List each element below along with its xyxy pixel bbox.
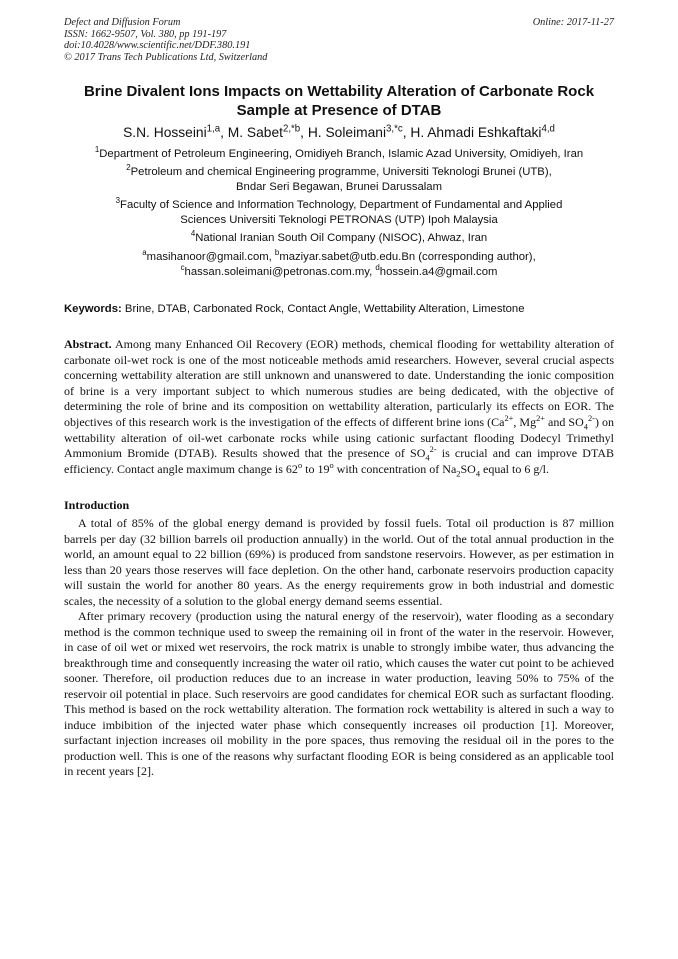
body-paragraph: After primary recovery (production using the natural energy of the reservoir), water flooding as a secondary method is the common technique used to sweep the remaining oil in front of the water in the reservoir. However, in case of oil wet or mixed wet reservoirs, the rock matrix is unable to strongly imbibe water, thus advancing the breakthrough time and consequently increasing the water oil ratio, which causes the water cut point to be achieved sooner. Therefore, oil production reduces due to an increase in water production, leaving 50% to 75% of the reservoir oil potential in place. Such reservoirs are good candidates for chemical EOR such as surfactant flooding. This method is based on the rock wettability alteration. The formation rock wettability is altered in such a way to induce imbibition of the injected water phase which consequently increases oil production [1]. Moreover, surfactant injection increases oil mobility in the pore spaces, thus removing the residual oil in the pores to the production well. This is one of the reasons why surfactant flooding EOR is being considered as an applicable tool in recent years [2]. (64, 609, 614, 779)
online-date: Online: 2017-11-27 (532, 17, 614, 28)
journal-name: Defect and Diffusion Forum (64, 17, 181, 28)
email-link[interactable]: maziyar.sabet@utb.edu.Bn (corresponding author), (279, 251, 536, 263)
page-header (64, 0, 614, 63)
author-name: S.N. Hosseini (123, 125, 207, 140)
author-list: S.N. Hosseini$^{1,a}$, M. Sabet$^{2,*b}$, H. Soleimani$^{3,*c}$, H. Ahmadi Eshkaftaki$^{4,d}$ (123, 123, 555, 140)
author-emails: $^a$masihanoor@gmail.com, $^b$maziyar.sabet@utb.edu.Bn (corresponding author), $^c$hassan.soleimani@petronas.com.my, $^d$hossein.a4@gmail.com (142, 248, 536, 278)
body-paragraph: A total of 85% of the global energy demand is provided by fossil fuels. Total oil production is 87 million barrels per day (32 billion barrels oil production annually) in the world. Out of the total annual production in the world, an amount equal to 22 billion (69%) is produced from sandstone reservoirs. However, as per estimation in less than 20 years those reserves will face depletion. On the other hand, carbonate reservoirs production capacity will sustain the world for another 80 years. As the energy requirements grow in both industrial and domestic scales, the necessity of a solution to the global energy demand seems essential. (64, 516, 614, 608)
email-link[interactable]: hassan.soleimani@petronas.com.my, (184, 266, 376, 278)
section-heading-introduction: Introduction (64, 498, 130, 513)
author-affil-mark: 3,*c (386, 123, 403, 135)
introduction-body (64, 516, 614, 780)
keywords (64, 302, 614, 317)
abstract-label: Abstract. (64, 337, 112, 351)
paper-title: Brine Divalent Ions Impacts on Wettability Alteration of Carbonate Rock Sample at Presence of DTAB (83, 83, 595, 119)
doi-line: doi:10.4028/www.scientific.net/DDF.380.191 (64, 40, 251, 52)
email-link[interactable]: masihanoor@gmail.com, (146, 251, 275, 263)
affiliations (64, 147, 614, 246)
author-affil-mark: 2,*b (282, 123, 301, 135)
abstract: Abstract. Among many Enhanced Oil Recovery (EOR) methods, chemical flooding for wettability alteration of carbonate oil-wet rock is one of the most noticeable methods amid researchers. However, several crucial aspects concerning wettability alteration are still unknown and unanswered to date. Understanding the ionic composition of brine is a very important subject to which numerous studies are being dedicated, with the objective of determining the role of brine and its composition on wettability alteration, particularly its effects on EOR. The objectives of this research work is the investigation of the effects of different brine ions ($Ca^{2+}$, $Mg^{2+}$ and $SO_4^{2-}$) on wettability alteration of oil-wet carbonate rocks while using cationic surfactant flooding Dodecyl Trimethyl Ammonium Bromide (DTAB). Results showed that the presence of $SO_4^{2-}$ is crucial and can improve DTAB efficiency. Contact angle maximum change is 62$^o$ to 19$^o$ with concentration of $Na_2SO_4$ equal to 6 g/l. (64, 337, 615, 479)
issn-line: ISSN: 1662-9507, Vol. 380, pp 191-197 (64, 28, 227, 40)
author-affil-mark: 4,d (541, 123, 555, 135)
keywords-text: Brine, DTAB, Carbonated Rock, Contact Angle, Wettability Alteration, Limestone (121, 303, 525, 315)
copyright-line: © 2017 Trans Tech Publications Ltd, Switzerland (64, 51, 268, 63)
affiliation-2: $^2$Petroleum and chemical Engineering programme, Universiti Teknologi Brunei (UTB), Bndar Seri Begawan, Brunei Darussalam (126, 163, 552, 193)
journal-info (64, 17, 267, 63)
author-name: M. Sabet (227, 125, 283, 140)
author-name: H. Soleimani (307, 125, 387, 140)
affiliation-1: $^1$Department of Petroleum Engineering, Omidiyeh Branch, Islamic Azad University, Omidiyeh, Iran (94, 145, 584, 160)
affiliation-4: $^4$National Iranian South Oil Company (NISOC), Ahwaz, Iran (190, 229, 488, 244)
affiliation-3: $^3$Faculty of Science and Information Technology, Department of Fundamental and Applied Sciences Universiti Teknologi PETRONAS (UTP) Ipoh Malaysia (115, 196, 563, 226)
author-name: H. Ahmadi Eshkaftaki (410, 125, 542, 140)
author-affil-mark: 1,a (206, 123, 221, 135)
email-link[interactable]: hossein.a4@gmail.com (379, 266, 498, 278)
keywords-label: Keywords: (64, 303, 122, 315)
